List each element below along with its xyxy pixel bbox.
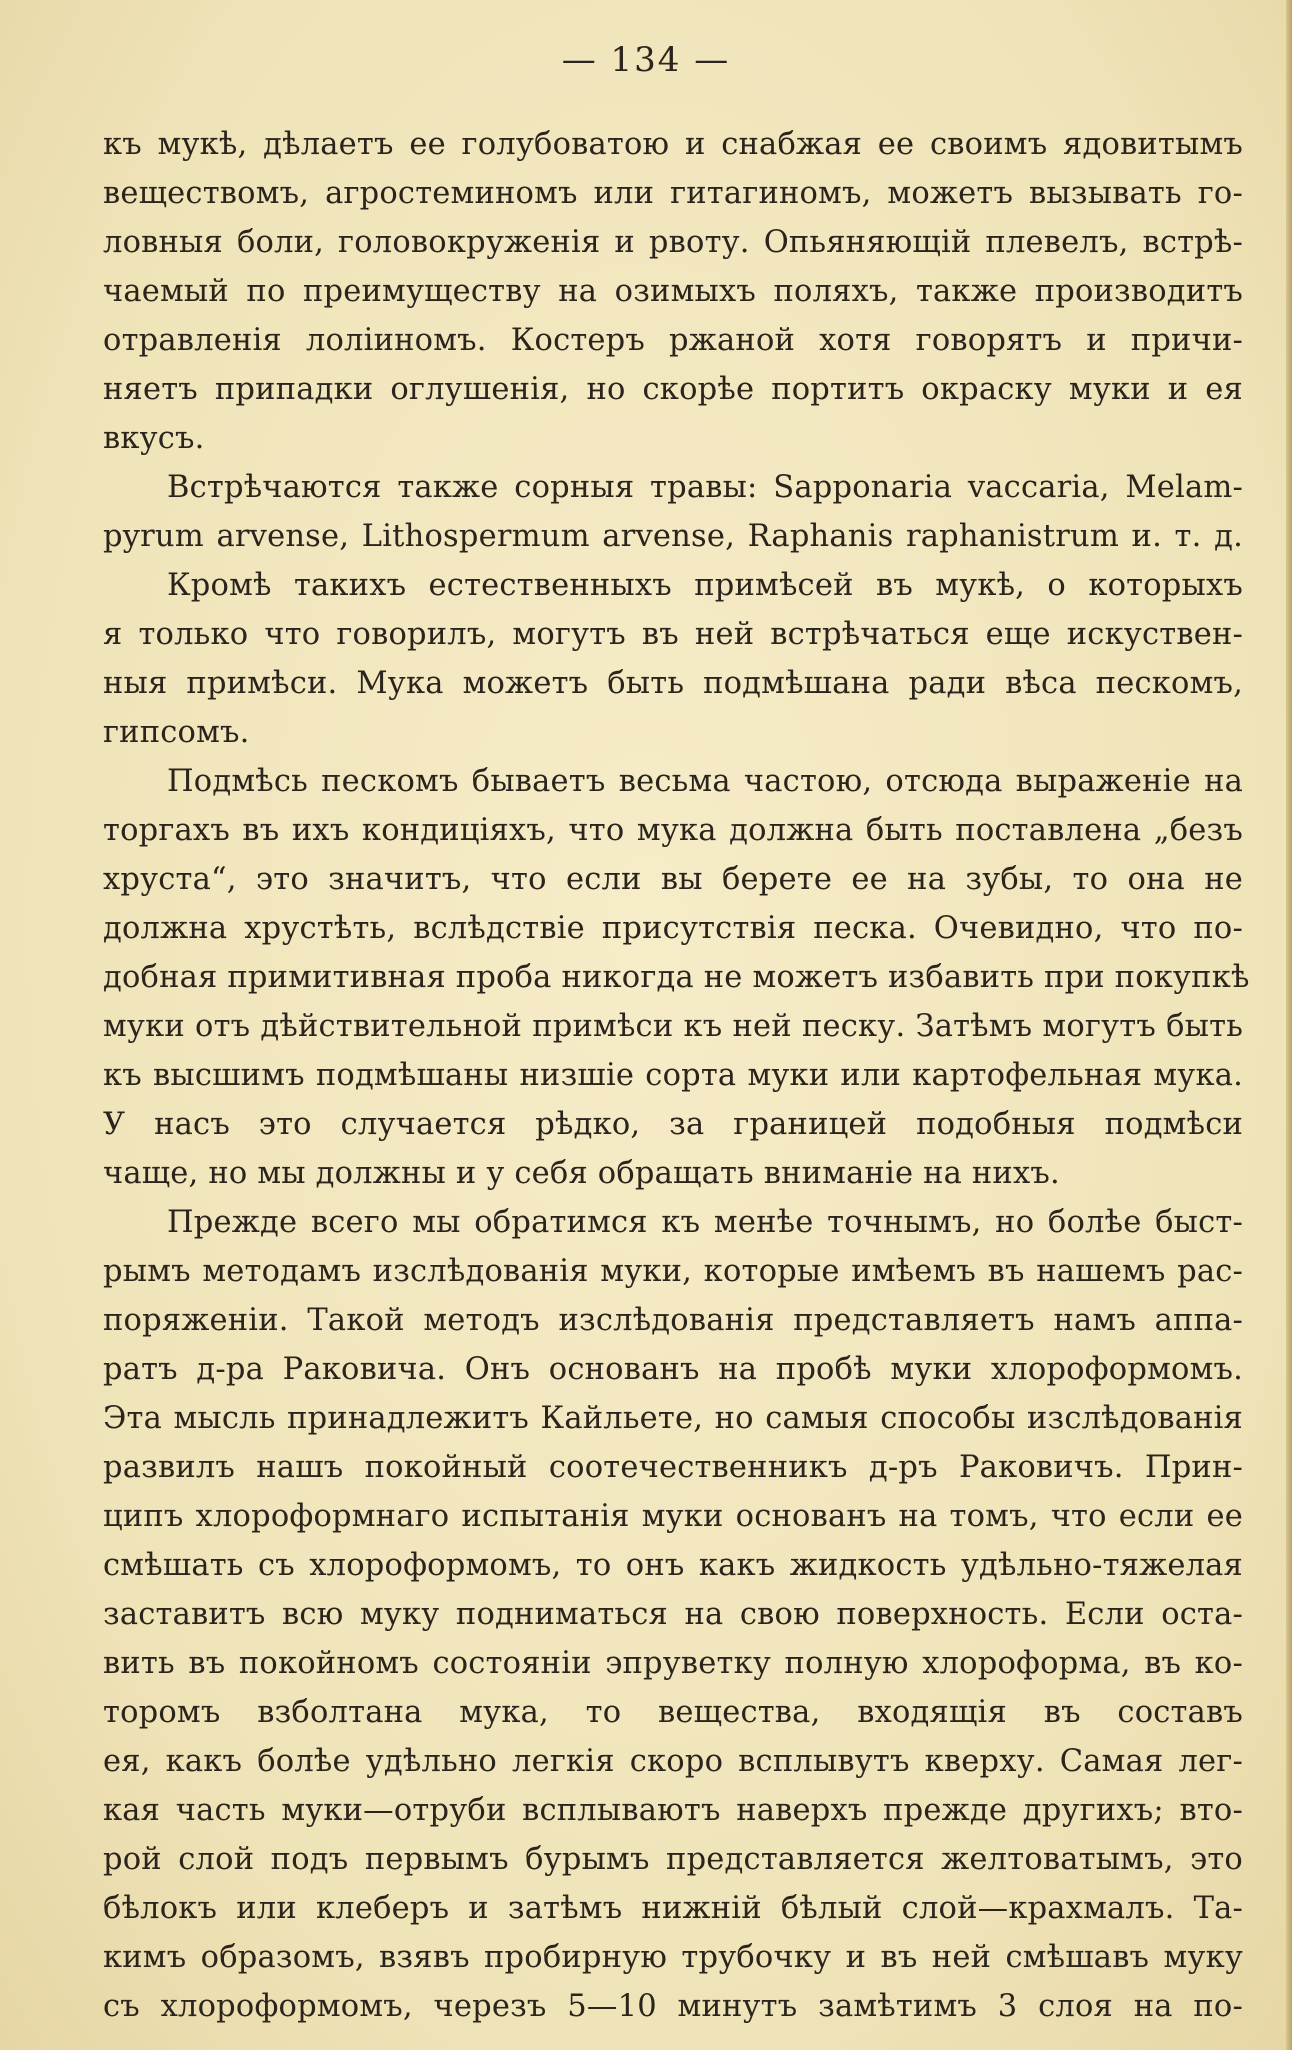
text-line: развилъ нашъ покойный соотечественникъ д-ръ Раковичъ. Прин- [103,1450,1243,1485]
text-line: Прежде всего мы обратимся къ менѣе точнымъ, но болѣе быст- [167,1205,1243,1240]
text-line: хруста“, это значитъ, что если вы берете ее на зубы, то она не [103,862,1243,897]
text-line: ея, какъ болѣе удѣльно легкія скоро всплывутъ кверху. Самая лег- [103,1744,1243,1779]
text-line: кимъ образомъ, взявъ пробирную трубочку и въ ней смѣшавъ муку [103,1940,1243,1975]
text-line: съ хлороформомъ, черезъ 5—10 минутъ замѣтимъ 3 слоя на по- [103,1989,1243,2024]
text-line: бѣлокъ или клеберъ и затѣмъ нижній бѣлый слой—крахмалъ. Та- [103,1891,1243,1926]
text-line: заставитъ всю муку подниматься на свою поверхность. Если оста- [103,1597,1243,1632]
text-line: смѣшать съ хлороформомъ, то онъ какъ жидкость удѣльно-тяжелая [103,1548,1243,1583]
text-line: pyrum arvense, Lithospermum arvense, Raphanis raphanistrum и. т. д. [103,519,1243,554]
text-line: отравленія лоліиномъ. Костеръ ржаной хотя говорятъ и причи- [103,323,1243,358]
text-line: вкусъ. [103,421,205,456]
text-line: я только что говорилъ, могутъ въ ней встрѣчаться еще искуствен- [103,617,1243,652]
text-line: У насъ это случается рѣдко, за границей подобныя подмѣси [103,1107,1243,1142]
text-line: Встрѣчаются также сорныя травы: Sapponaria vaccaria, Melam- [167,470,1243,505]
text-line: добная примитивная проба никогда не можетъ избавить при покупкѣ [103,960,1250,995]
text-line: ратъ д-ра Раковича. Онъ основанъ на пробѣ муки хлороформомъ. [103,1352,1243,1387]
text-line: торгахъ въ ихъ кондиціяхъ, что мука должна быть поставлена „безъ [103,813,1243,848]
text-line: чаще, но мы должны и у себя обращать вниманіе на нихъ. [103,1156,1060,1191]
text-line: рымъ методамъ изслѣдованія муки, которые имѣемъ въ нашемъ рас- [103,1254,1243,1289]
text-line: Подмѣсь пескомъ бываетъ весьма частою, отсюда выраженіе на [167,764,1243,799]
text-line: ловныя боли, головокруженія и рвоту. Опьяняющій плевелъ, встрѣ- [103,225,1243,260]
page-number: — 134 — [561,40,731,80]
text-line: Кромѣ такихъ естественныхъ примѣсей въ мукѣ, о которыхъ [167,568,1243,603]
text-line: поряженіи. Такой методъ изслѣдованія представляетъ намъ аппа- [103,1303,1243,1338]
text-line: должна хрустѣть, вслѣдствіе присутствія песка. Очевидно, что по- [103,911,1243,946]
text-line: кая часть муки—отруби всплываютъ наверхъ прежде другихъ; вто- [103,1793,1243,1828]
text-line: къ мукѣ, дѣлаетъ ее голубоватою и снабжая ее своимъ ядовитымъ [103,127,1243,162]
text-line: торомъ взболтана мука, то вещества, входящія въ составъ [103,1695,1243,1730]
text-line: рой слой подъ первымъ бурымъ представляется желтоватымъ, это [103,1842,1243,1877]
text-line: чаемый по преимуществу на озимыхъ поляхъ, также производитъ [103,274,1243,309]
text-line: гипсомъ. [103,715,250,750]
text-line: няетъ припадки оглушенія, но скорѣе портитъ окраску муки и ея [103,372,1243,407]
text-line: Эта мысль принадлежитъ Кайльете, но самыя способы изслѣдованія [103,1401,1243,1436]
text-line: ныя примѣси. Мука можетъ быть подмѣшана ради вѣса пескомъ, [103,666,1243,701]
text-line: ципъ хлороформнаго испытанія муки основанъ на томъ, что если ее [103,1499,1243,1534]
text-line: муки отъ дѣйствительной примѣси къ ней песку. Затѣмъ могутъ быть [103,1009,1243,1044]
text-line: веществомъ, агростеминомъ или гитагиномъ, можетъ вызывать го- [103,176,1243,211]
text-line: къ высшимъ подмѣшаны низшіе сорта муки или картофельная мука. [103,1058,1243,1093]
page-text [103,120,1250,2031]
text-line: вить въ покойномъ состояніи эпруветку полную хлороформа, въ ко- [103,1646,1243,1681]
